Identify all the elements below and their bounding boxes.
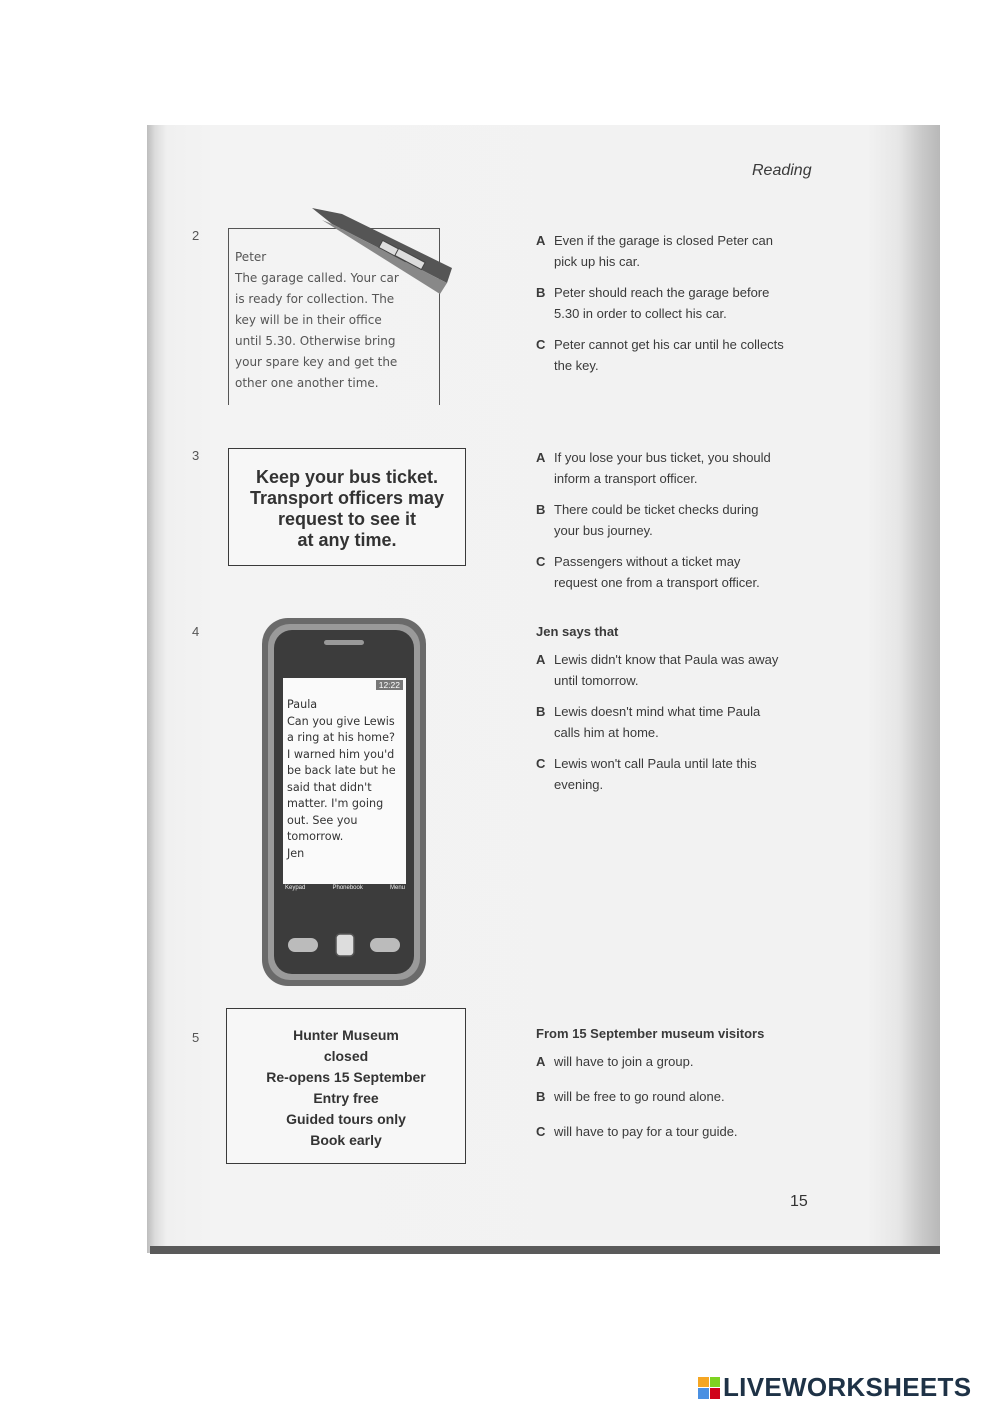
sms-line: matter. I'm going (287, 797, 384, 810)
question-number: 2 (192, 228, 200, 243)
option-text: will be free to go round alone. (554, 1089, 725, 1104)
options-list (536, 624, 826, 805)
option-text: Lewis didn't know that Paula was away (554, 652, 779, 667)
option-letter: B (536, 502, 546, 517)
liveworksheets-logo[interactable] (698, 1372, 971, 1403)
question-stem: Jen says that (536, 624, 619, 639)
note-line: key will be in their office (235, 313, 382, 327)
option-letter: B (536, 1089, 546, 1104)
option-c[interactable] (536, 334, 826, 376)
option-letter: A (536, 450, 546, 465)
option-text: Even if the garage is closed Peter can (554, 233, 773, 248)
option-text: If you lose your bus ticket, you should (554, 450, 771, 465)
softkey-keypad: Keypad (285, 885, 306, 891)
phone-softkeys (285, 885, 405, 891)
option-a[interactable] (536, 649, 826, 691)
question-number: 4 (192, 624, 200, 639)
sms-line: out. See you (287, 813, 358, 827)
sign-text (227, 1025, 465, 1151)
question-number: 5 (192, 1030, 200, 1045)
note-line: is ready for collection. The (235, 292, 395, 306)
softkey-menu: Menu (389, 885, 405, 891)
option-a[interactable] (536, 447, 826, 489)
option-letter: C (536, 1124, 546, 1139)
option-letter: A (536, 233, 546, 248)
option-c[interactable] (536, 753, 826, 795)
museum-sign (226, 1008, 466, 1164)
option-letter: A (536, 652, 546, 667)
note-line: until 5.30. Otherwise bring (235, 334, 396, 348)
option-text: until tomorrow. (554, 673, 639, 688)
text-message (287, 697, 405, 862)
option-text: Passengers without a ticket may (554, 554, 741, 569)
page-number: 15 (790, 1193, 808, 1210)
option-text: Lewis won't call Paula until late this (554, 756, 757, 771)
sign-line: Hunter Museum (293, 1027, 399, 1043)
pen-icon (312, 208, 452, 298)
option-text: calls him at home. (554, 725, 659, 740)
option-text: Lewis doesn't mind what time Paula (554, 704, 761, 719)
option-letter: B (536, 704, 546, 719)
sign-line: at any time. (297, 530, 397, 550)
sign-line: Transport officers may (249, 488, 445, 508)
option-b[interactable] (536, 1086, 826, 1107)
options-list (536, 447, 826, 603)
option-text: will have to join a group. (554, 1054, 694, 1069)
question-number: 3 (192, 448, 200, 463)
option-c[interactable] (536, 551, 826, 593)
options-list (536, 230, 826, 386)
bus-sign (228, 448, 466, 566)
sms-line: Paula (287, 698, 318, 711)
sign-line: Entry free (313, 1090, 379, 1106)
sign-line: Keep your bus ticket. (255, 467, 439, 487)
option-a[interactable] (536, 1051, 826, 1072)
sms-line: be back late but he (287, 764, 396, 777)
note-line: other one another time. (235, 376, 379, 390)
logo-text: LIVEWORKSHEETS (723, 1372, 972, 1402)
option-text: 5.30 in order to collect his car. (554, 306, 727, 321)
option-text: request one from a transport officer. (554, 575, 760, 590)
option-b[interactable] (536, 701, 826, 743)
option-text: will have to pay for a tour guide. (554, 1124, 738, 1139)
phone-status-bar (285, 680, 405, 693)
option-b[interactable] (536, 282, 826, 324)
sign-line: Re-opens 15 September (266, 1069, 426, 1085)
option-c[interactable] (536, 1121, 826, 1142)
note-line: The garage called. Your car (235, 271, 399, 285)
option-letter: C (536, 337, 546, 352)
sign-line: closed (323, 1048, 369, 1064)
option-text: pick up his car. (554, 254, 640, 269)
option-text: the key. (554, 358, 599, 373)
option-letter: B (536, 285, 546, 300)
option-text: your bus journey. (554, 523, 653, 538)
option-text: There could be ticket checks during (554, 502, 759, 517)
liveworksheets-logo-icon (698, 1377, 720, 1399)
sms-line: Can you give Lewis (287, 714, 395, 728)
note-line: your spare key and get the (235, 355, 398, 369)
option-letter: C (536, 756, 546, 771)
softkey-phonebook: Phonebook (332, 885, 363, 891)
question-stem: From 15 September museum visitors (536, 1026, 765, 1041)
option-a[interactable] (536, 230, 826, 272)
page-shadow (150, 1246, 940, 1254)
section-header: Reading (752, 162, 812, 179)
option-text: evening. (554, 777, 604, 792)
options-list (536, 1026, 826, 1152)
option-letter: A (536, 1054, 546, 1069)
option-b[interactable] (536, 499, 826, 541)
sms-line: I warned him you'd (287, 747, 395, 761)
sms-line: a ring at his home? (287, 731, 395, 744)
sign-line: Guided tours only (286, 1111, 406, 1127)
sign-text (229, 467, 465, 551)
sms-line: tomorrow. (287, 830, 344, 843)
option-text: Peter should reach the garage before (554, 285, 770, 300)
option-letter: C (536, 554, 546, 569)
sms-line: said that didn't (287, 780, 372, 794)
note-line: Peter (235, 250, 267, 264)
option-text: inform a transport officer. (554, 471, 698, 486)
sign-line: Book early (310, 1132, 382, 1148)
sign-line: request to see it (277, 509, 417, 529)
sms-line: Jen (287, 846, 305, 860)
option-text: Peter cannot get his car until he collects (554, 337, 784, 352)
phone-clock: 12:22 (376, 680, 403, 690)
